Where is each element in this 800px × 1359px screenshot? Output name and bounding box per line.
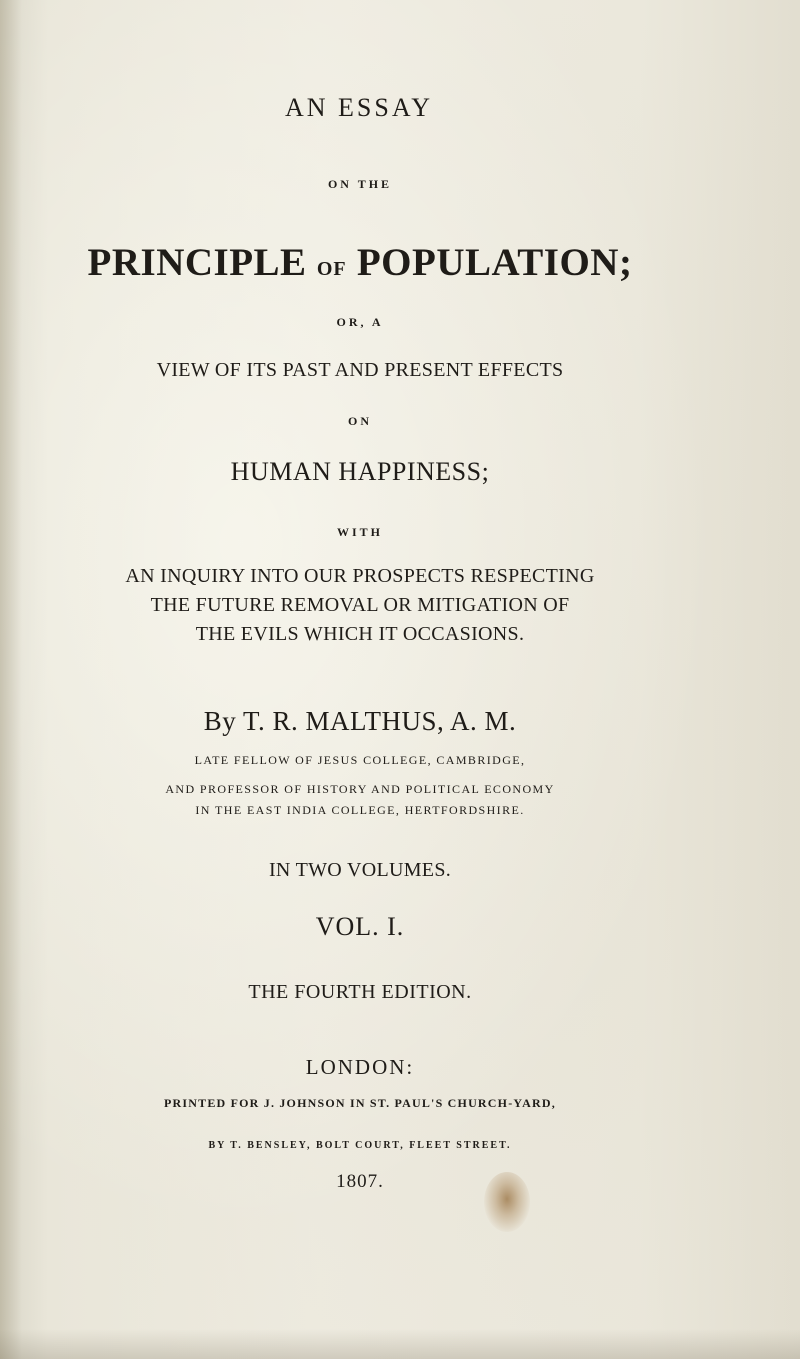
volumes-line: IN TWO VOLUMES. (268, 859, 452, 881)
human-happiness-line: HUMAN HAPPINESS; (230, 457, 490, 486)
essay-heading: AN ESSAY (284, 93, 434, 122)
main-title (0, 243, 720, 282)
view-line: VIEW OF ITS PAST AND PRESENT EFFECTS (156, 359, 564, 381)
year-line: 1807. (336, 1171, 384, 1192)
vol-line: VOL. I. (315, 912, 405, 941)
with-line: WITH (336, 525, 383, 539)
author-line: By T. R. MALTHUS, A. M. (203, 706, 517, 736)
printer-line-1: PRINTED FOR J. JOHNSON IN ST. PAUL'S CHURCH-YARD, (164, 1096, 556, 1110)
inquiry-line-2: THE FUTURE REMOVAL OR MITIGATION OF (150, 594, 570, 616)
main-title-principle: PRINCIPLE (87, 241, 307, 284)
printer-line-2: BY T. BENSLEY, BOLT COURT, FLEET STREET. (208, 1140, 512, 1151)
on-the-line: ON THE (327, 177, 393, 191)
or-a-line: OR, A (336, 315, 384, 329)
page-edge-shadow (0, 0, 22, 1359)
inquiry-line-3: THE EVILS WHICH IT OCCASIONS. (195, 623, 525, 645)
credentials-line-1: LATE FELLOW OF JESUS COLLEGE, CAMBRIDGE, (194, 753, 526, 767)
page-bottom-shadow (0, 1329, 800, 1359)
credentials-line-3: IN THE EAST INDIA COLLEGE, HERTFORDSHIRE. (195, 803, 525, 817)
inquiry-line-1: AN INQUIRY INTO OUR PROSPECTS RESPECTING (125, 565, 595, 587)
main-title-population: POPULATION; (356, 241, 633, 284)
city-line: LONDON: (305, 1055, 415, 1079)
credentials-line-2: AND PROFESSOR OF HISTORY AND POLITICAL ECONOMY (165, 782, 555, 796)
edition-line: THE FOURTH EDITION. (248, 981, 472, 1003)
on-line: ON (348, 414, 372, 428)
main-title-of: OF (316, 258, 347, 280)
